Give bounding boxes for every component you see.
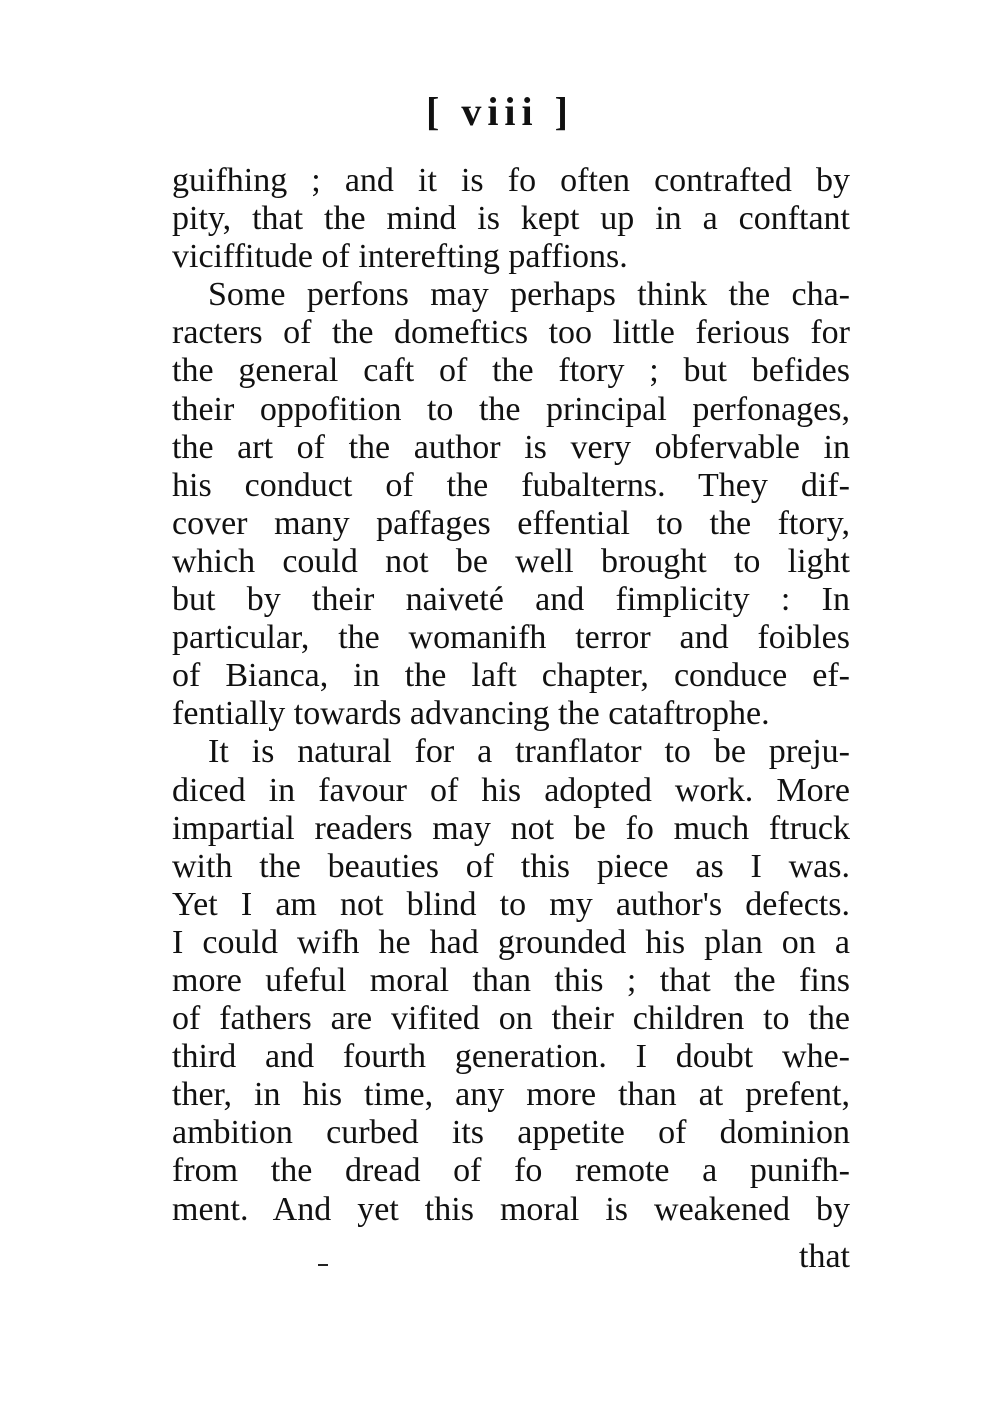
text-line: ment. And yet this moral is weakened by: [172, 1190, 850, 1228]
text-line: ambition curbed its appetite of dominion: [172, 1114, 850, 1152]
text-line: I could wifh he had grounded his plan on a: [172, 923, 850, 961]
text-line: ther, in his time, any more than at prefent,: [172, 1076, 850, 1114]
text-line: Some perfons may perhaps think the cha-: [208, 276, 850, 314]
catchword: that: [799, 1238, 850, 1275]
text-line: diced in favour of his adopted work. More: [172, 771, 850, 809]
text-line: Yet I am not blind to my author's defects.: [172, 885, 850, 923]
paragraph: [172, 733, 850, 1228]
text-line: racters of the domeftics too little ferious for: [172, 314, 850, 352]
text-line: cover many paffages effential to the ftory,: [172, 504, 850, 542]
text-line: fentially towards advancing the cataftrophe.: [172, 695, 770, 733]
text-line: more ufeful moral than this ; that the fins: [172, 961, 850, 999]
text-line: his conduct of the fubalterns. They dif-: [172, 466, 850, 504]
page-header: [ viii ]: [426, 89, 574, 134]
text-line: impartial readers may not be fo much ftruck: [172, 809, 850, 847]
text-line: of Bianca, in the laft chapter, conduce ef-: [172, 657, 850, 695]
text-line: the art of the author is very obfervable in: [172, 428, 850, 466]
text-line: guifhing ; and it is fo often contrafted by: [172, 162, 850, 199]
text-line: which could not be well brought to light: [172, 542, 850, 580]
text-line: pity, that the mind is kept up in a conftant: [172, 200, 850, 238]
text-line: particular, the womanifh terror and foibles: [172, 619, 850, 657]
text-line: their oppofition to the principal perfonages,: [172, 390, 850, 428]
paragraph: [172, 276, 850, 733]
paragraph: [172, 162, 850, 276]
text-line: of fathers are vifited on their children to the: [172, 1000, 850, 1038]
text-line: from the dread of fo remote a punifh-: [172, 1152, 850, 1190]
body-text: [172, 162, 850, 1229]
text-line: but by their naiveté and fimplicity : In: [172, 581, 850, 619]
ink-speck: [318, 1264, 328, 1266]
text-line: with the beauties of this piece as I was.: [172, 847, 850, 885]
text-line: third and fourth generation. I doubt whe-: [172, 1038, 850, 1076]
text-line: It is natural for a tranflator to be preju-: [208, 733, 850, 771]
text-line: the general caft of the ftory ; but befides: [172, 352, 850, 390]
text-line: viciffitude of interefting paffions.: [172, 238, 628, 276]
